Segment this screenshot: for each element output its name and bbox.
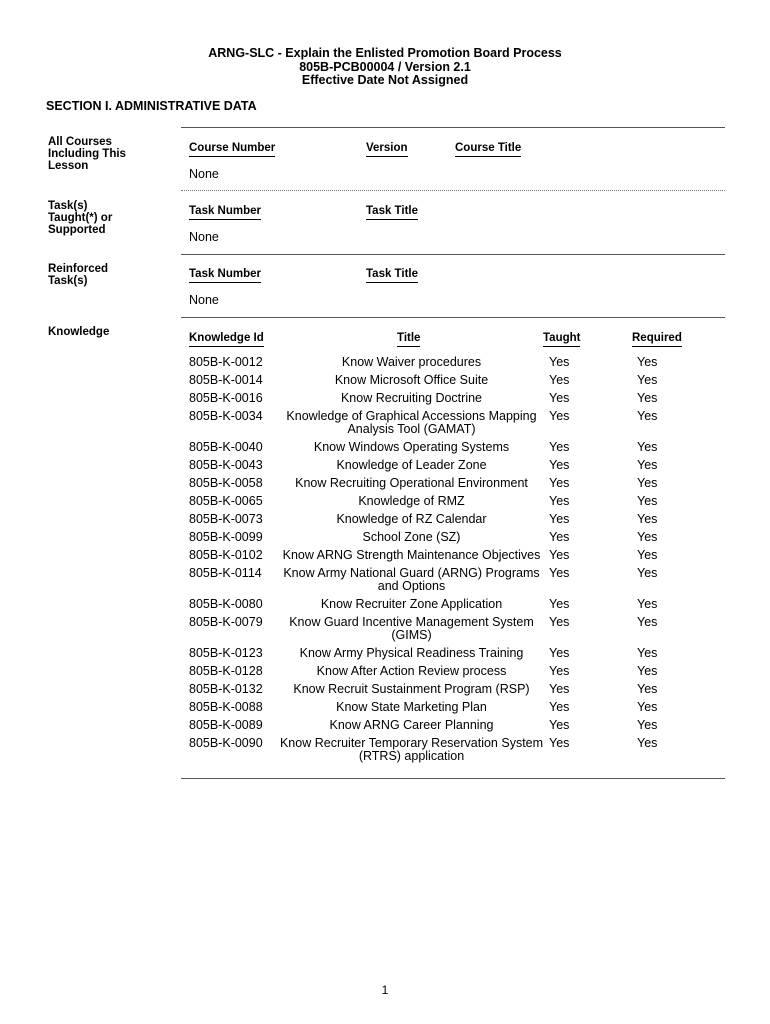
- knowledge-required-cell: Yes: [637, 736, 658, 750]
- knowledge-title-cell: Know Army Physical Readiness Training: [299, 646, 524, 660]
- knowledge-required-cell: Yes: [637, 458, 658, 472]
- knowledge-id-cell: 805B-K-0040: [189, 440, 263, 454]
- knowledge-id-cell: 805B-K-0090: [189, 736, 263, 750]
- knowledge-taught-cell: Yes: [549, 664, 570, 678]
- reinforced-tasks-label: Reinforced Task(s): [48, 263, 109, 287]
- knowledge-id-cell: 805B-K-0089: [189, 718, 263, 732]
- knowledge-title-cell: Know Recruiting Operational Environment: [295, 476, 528, 490]
- title-line-2: 805B-PCB00004 / Version 2.1: [299, 59, 471, 74]
- table-row: [189, 665, 709, 683]
- knowledge-title-cell: Know Windows Operating Systems: [313, 440, 510, 454]
- knowledge-title-cell: Know After Action Review process: [316, 664, 507, 678]
- knowledge-label: Knowledge: [48, 326, 110, 338]
- knowledge-required-cell: Yes: [637, 682, 658, 696]
- knowledge-taught-cell: Yes: [549, 682, 570, 696]
- knowledge-id-cell: 805B-K-0088: [189, 700, 263, 714]
- course-title-header: Course Title: [455, 142, 521, 157]
- knowledge-required-cell: Yes: [637, 646, 658, 660]
- knowledge-id-cell: 805B-K-0102: [189, 548, 263, 562]
- knowledge-taught-cell: Yes: [549, 512, 570, 526]
- knowledge-id-cell: 805B-K-0073: [189, 512, 263, 526]
- knowledge-title-cell: Know Guard Incentive Management System (GIMS): [289, 615, 534, 642]
- table-row: [189, 683, 709, 701]
- table-row: [189, 598, 709, 616]
- knowledge-required-cell: Yes: [637, 700, 658, 714]
- knowledge-id-cell: 805B-K-0016: [189, 391, 263, 405]
- knowledge-id-cell: 805B-K-0128: [189, 664, 263, 678]
- knowledge-taught-cell: Yes: [549, 391, 570, 405]
- knowledge-taught-cell: Yes: [549, 718, 570, 732]
- knowledge-taught-cell: Yes: [549, 700, 570, 714]
- knowledge-required-cell: Yes: [637, 440, 658, 454]
- knowledge-taught-cell: Yes: [549, 355, 570, 369]
- knowledge-required-cell: Yes: [637, 494, 658, 508]
- courses-value: None: [189, 167, 219, 181]
- table-row: [189, 549, 709, 567]
- knowledge-taught-cell: Yes: [549, 458, 570, 472]
- knowledge-taught-header: Taught: [543, 332, 580, 347]
- knowledge-title-cell: Know ARNG Career Planning: [329, 718, 494, 732]
- knowledge-required-cell: Yes: [637, 373, 658, 387]
- knowledge-title-cell: Knowledge of RZ Calendar: [336, 512, 487, 526]
- knowledge-taught-cell: Yes: [549, 476, 570, 490]
- table-row: [189, 567, 709, 598]
- knowledge-taught-cell: Yes: [549, 615, 570, 629]
- knowledge-taught-cell: Yes: [549, 409, 570, 423]
- knowledge-title-cell: School Zone (SZ): [362, 530, 461, 544]
- knowledge-title-cell: Knowledge of RMZ: [358, 494, 465, 508]
- divider-tasks: [181, 254, 725, 255]
- knowledge-title-cell: Knowledge of Leader Zone: [336, 458, 487, 472]
- knowledge-id-cell: 805B-K-0012: [189, 355, 263, 369]
- page-number: 1: [381, 983, 389, 997]
- knowledge-title-cell: Know Recruiting Doctrine: [340, 391, 483, 405]
- knowledge-taught-cell: Yes: [549, 646, 570, 660]
- divider-reinforced: [181, 317, 725, 318]
- knowledge-required-cell: Yes: [637, 530, 658, 544]
- knowledge-table: [189, 356, 709, 768]
- table-row: [189, 647, 709, 665]
- knowledge-id-cell: 805B-K-0058: [189, 476, 263, 490]
- knowledge-title-cell: Know Microsoft Office Suite: [334, 373, 489, 387]
- knowledge-title-cell: Know Recruiter Zone Application: [320, 597, 503, 611]
- knowledge-required-cell: Yes: [637, 566, 658, 580]
- table-row: [189, 719, 709, 737]
- knowledge-id-cell: 805B-K-0114: [189, 566, 262, 580]
- knowledge-required-cell: Yes: [637, 615, 658, 629]
- knowledge-required-header: Required: [632, 332, 682, 347]
- knowledge-taught-cell: Yes: [549, 440, 570, 454]
- knowledge-id-cell: 805B-K-0079: [189, 615, 263, 629]
- table-row: [189, 441, 709, 459]
- knowledge-title-cell: Know Recruit Sustainment Program (RSP): [293, 682, 530, 696]
- knowledge-taught-cell: Yes: [549, 494, 570, 508]
- knowledge-id-cell: 805B-K-0080: [189, 597, 263, 611]
- knowledge-id-header: Knowledge Id: [189, 332, 264, 347]
- table-row: [189, 495, 709, 513]
- knowledge-title-header: Title: [397, 332, 420, 347]
- knowledge-required-cell: Yes: [637, 664, 658, 678]
- section-heading: SECTION I. ADMINISTRATIVE DATA: [46, 99, 257, 113]
- table-row: [189, 531, 709, 549]
- task-number-header: Task Number: [189, 205, 261, 220]
- knowledge-id-cell: 805B-K-0099: [189, 530, 263, 544]
- table-row: [189, 616, 709, 647]
- knowledge-taught-cell: Yes: [549, 548, 570, 562]
- knowledge-required-cell: Yes: [637, 409, 658, 423]
- knowledge-title-cell: Knowledge of Graphical Accessions Mapping Analysis Tool (GAMAT): [286, 409, 537, 436]
- knowledge-required-cell: Yes: [637, 548, 658, 562]
- table-row: [189, 459, 709, 477]
- title-line-3: Effective Date Not Assigned: [301, 73, 469, 87]
- title-line-1: ARNG-SLC - Explain the Enlisted Promotion Board Process: [208, 46, 562, 60]
- table-row: [189, 356, 709, 374]
- knowledge-taught-cell: Yes: [549, 530, 570, 544]
- knowledge-required-cell: Yes: [637, 597, 658, 611]
- page-title: [0, 47, 770, 88]
- table-row: [189, 701, 709, 719]
- knowledge-title-cell: Know Recruiter Temporary Reservation System (RTRS) application: [279, 736, 544, 763]
- table-row: [189, 374, 709, 392]
- knowledge-id-cell: 805B-K-0065: [189, 494, 263, 508]
- table-row: [189, 737, 709, 768]
- knowledge-id-cell: 805B-K-0034: [189, 409, 263, 423]
- knowledge-required-cell: Yes: [637, 476, 658, 490]
- knowledge-taught-cell: Yes: [549, 597, 570, 611]
- table-row: [189, 513, 709, 531]
- knowledge-title-cell: Know Waiver procedures: [341, 355, 482, 369]
- knowledge-title-cell: Know State Marketing Plan: [336, 700, 487, 714]
- task-title-header: Task Title: [366, 205, 418, 220]
- knowledge-title-cell: Know ARNG Strength Maintenance Objectives: [282, 548, 541, 562]
- divider-top: [181, 127, 725, 128]
- table-row: [189, 477, 709, 495]
- knowledge-id-cell: 805B-K-0123: [189, 646, 263, 660]
- divider-courses: [181, 190, 725, 191]
- reinforced-tasks-value: None: [189, 293, 219, 307]
- knowledge-required-cell: Yes: [637, 512, 658, 526]
- knowledge-id-cell: 805B-K-0043: [189, 458, 263, 472]
- tasks-taught-label: Task(s) Taught(*) or Supported: [48, 200, 113, 236]
- knowledge-taught-cell: Yes: [549, 566, 570, 580]
- knowledge-taught-cell: Yes: [549, 373, 570, 387]
- course-number-header: Course Number: [189, 142, 275, 157]
- knowledge-required-cell: Yes: [637, 718, 658, 732]
- table-row: [189, 410, 709, 441]
- knowledge-title-cell: Know Army National Guard (ARNG) Programs and Options: [283, 566, 540, 593]
- knowledge-required-cell: Yes: [637, 355, 658, 369]
- reinforced-task-title-header: Task Title: [366, 268, 418, 283]
- knowledge-id-cell: 805B-K-0014: [189, 373, 263, 387]
- knowledge-id-cell: 805B-K-0132: [189, 682, 263, 696]
- courses-label: All Courses Including This Lesson: [48, 136, 126, 172]
- version-header: Version: [366, 142, 408, 157]
- knowledge-required-cell: Yes: [637, 391, 658, 405]
- tasks-taught-value: None: [189, 230, 219, 244]
- knowledge-taught-cell: Yes: [549, 736, 570, 750]
- divider-bottom: [181, 778, 725, 779]
- reinforced-task-number-header: Task Number: [189, 268, 261, 283]
- table-row: [189, 392, 709, 410]
